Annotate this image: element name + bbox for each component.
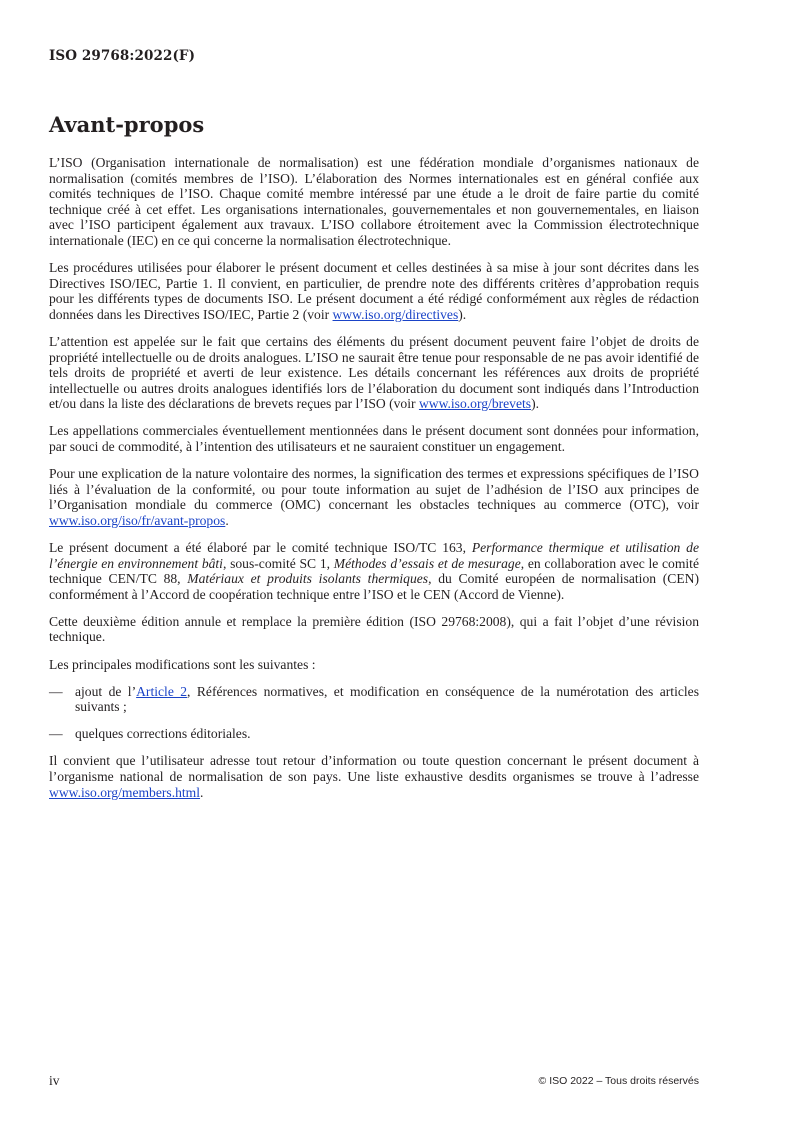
- page-title: Avant-propos: [49, 112, 205, 137]
- paragraph-9: Il convient que l’utilisateur adresse tout retour d’information ou toute question concernant le présent document à l’organisme national de normalisation de son pays. Une liste exhaustive desdits organismes se trouve à l’adresse www.iso.org/members.html.: [49, 753, 699, 800]
- list-item: — ajout de l’Article 2, Références normatives, et modification en conséquence de la numérotation des articles suivants ;: [49, 683, 699, 715]
- paragraph-3: L’attention est appelée sur le fait que certains des éléments du présent document peuvent faire l’objet de droits de propriété intellectuelle ou de droits analogues. L’ISO ne saurait être tenue pour responsable de ne pas avoir identifié de tels droits de propriété et averti de leur existence. Les détails concernant les références aux droits de propriété intellectuelle ou autres droits analogues identifiés lors de l’élaboration du document sont indiqués dans l’Introduction et/ou dans la liste des déclarations de brevets reçues par l’ISO (voir www.iso.org/brevets).: [49, 333, 699, 412]
- page-number: iv: [49, 1073, 60, 1088]
- members-link[interactable]: www.iso.org/members.html: [49, 784, 201, 800]
- paragraph-8: Les principales modifications sont les suivantes :: [49, 656, 316, 672]
- directives-link[interactable]: www.iso.org/directives: [332, 306, 459, 322]
- article-2-link[interactable]: Article 2: [136, 683, 188, 699]
- paragraph-1: L’ISO (Organisation internationale de normalisation) est une fédération mondiale d’organismes nationaux de normalisation (comités membres de l’ISO). L’élaboration des Normes internationales est en général confiée aux comités techniques de l’ISO. Chaque comité membre intéressé par une étude a le droit de faire partie du comité technique créé à cet effet. Les organisations internationales, gouvernementales et non gouvernementales, en liaison avec l’ISO participent également aux travaux. L’ISO collabore étroitement avec la Commission électrotechnique internationale (IEC) en ce qui concerne la normalisation électrotechnique.: [49, 155, 699, 248]
- copyright-notice: © ISO 2022 – Tous droits réservés: [538, 1075, 699, 1087]
- list-item: — quelques corrections éditoriales.: [49, 726, 251, 742]
- avant-propos-link[interactable]: www.iso.org/iso/fr/avant-propos: [49, 512, 226, 528]
- foreword-body: [49, 155, 699, 812]
- document-id: ISO 29768:2022(F): [49, 48, 196, 64]
- paragraph-6: Le présent document a été élaboré par le comité technique ISO/TC 163, Performance thermique et utilisation de l’énergie en environnement bâti, sous-comité SC 1, Méthodes d’essais et de mesurage, en collaboration avec le comité technique CEN/TC 88, Matériaux et produits isolants thermiques, du Comité européen de normalisation (CEN) conformément à l’Accord de coopération technique entre l’ISO et le CEN (Accord de Vienne).: [49, 539, 699, 602]
- paragraph-7: Cette deuxième édition annule et remplace la première édition (ISO 29768:2008), qui a fait l’objet d’une révision technique.: [49, 613, 699, 645]
- dash-marker: —: [49, 683, 63, 699]
- paragraph-5: Pour une explication de la nature volontaire des normes, la signification des termes et expressions spécifiques de l’ISO liés à l’évaluation de la conformité, ou pour toute information au sujet de l’adhésion de l’ISO aux principes de l’Organisation mondiale du commerce (OMC) concernant les obstacles techniques au commerce (OTC), voir www.iso.org/iso/fr/avant-propos.: [49, 466, 699, 528]
- paragraph-4: Les appellations commerciales éventuellement mentionnées dans le présent document sont données pour information, par souci de commodité, à l’intention des utilisateurs et ne sauraient constituer un engagement.: [49, 423, 699, 454]
- brevets-link[interactable]: www.iso.org/brevets: [418, 396, 532, 412]
- dash-marker: —: [49, 726, 63, 742]
- paragraph-2: Les procédures utilisées pour élaborer le présent document et celles destinées à sa mise à jour sont décrites dans les Directives ISO/IEC, Partie 1. Il convient, en particulier, de prendre note des différents critères d’approbation requis pour les différents types de documents ISO. Le présent document a été rédigé conformément aux règles de rédaction données dans les Directives ISO/IEC, Partie 2 (voir www.iso.org/directives).: [49, 260, 699, 322]
